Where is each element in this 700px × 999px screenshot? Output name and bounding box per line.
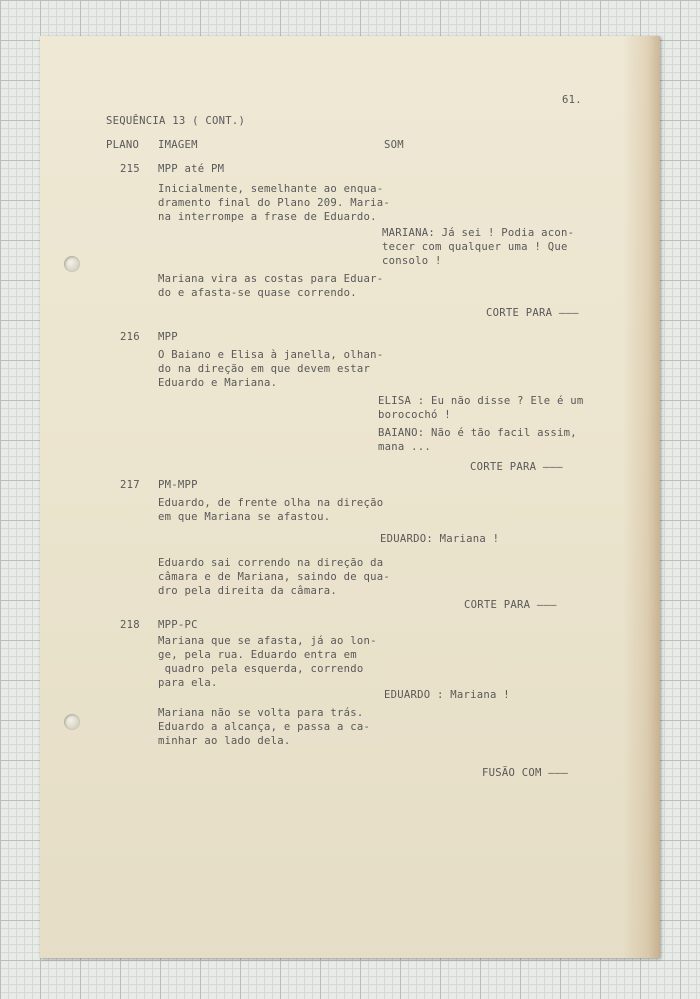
action-line: em que Mariana se afastou. (158, 511, 331, 523)
shot-framing: PM-MPP (158, 479, 198, 491)
action-line: ge, pela rua. Eduardo entra em (158, 649, 357, 661)
shot-number: 216 (120, 331, 140, 343)
dialogue-line: mana ... (378, 441, 432, 453)
page-number: 61. (562, 94, 582, 106)
shot-number: 217 (120, 479, 140, 491)
dialogue-line: EDUARDO: Mariana ! (380, 533, 500, 545)
shot-number: 215 (120, 163, 140, 175)
action-line: minhar ao lado dela. (158, 735, 291, 747)
transition: CORTE PARA ——— (464, 599, 557, 611)
column-header-plano: PLANO (106, 139, 140, 151)
column-header-som: SOM (384, 139, 404, 151)
action-line: Eduardo a alcança, e passa a ca- (158, 721, 371, 733)
action-line: Inicialmente, semelhante ao enqua- (158, 183, 384, 195)
dialogue-line: tecer com qualquer uma ! Que (382, 241, 568, 253)
column-header-imagem: IMAGEM (158, 139, 198, 151)
action-line: câmara e de Mariana, saindo de qua- (158, 571, 390, 583)
action-line: quadro pela esquerda, correndo (158, 663, 364, 675)
dialogue-line: consolo ! (382, 255, 442, 267)
dialogue-line: EDUARDO : Mariana ! (384, 689, 510, 701)
punch-hole-bottom (64, 714, 80, 730)
action-line: na interrompe a frase de Eduardo. (158, 211, 377, 223)
action-line: para ela. (158, 677, 218, 689)
sequence-heading: SEQUÊNCIA 13 ( CONT.) (106, 115, 246, 127)
action-line: do na direção em que devem estar (158, 363, 371, 375)
action-line: O Baiano e Elisa à janella, olhan- (158, 349, 384, 361)
action-line: dro pela direita da câmara. (158, 585, 337, 597)
transition: FUSÃO COM ——— (482, 767, 569, 779)
punch-hole-top (64, 256, 80, 272)
shot-framing: MPP até PM (158, 163, 225, 175)
action-line: Eduardo, de frente olha na direção (158, 497, 384, 509)
dialogue-line: borocochó ! (378, 409, 451, 421)
action-line: Mariana que se afasta, já ao lon- (158, 635, 377, 647)
action-line: Eduardo e Mariana. (158, 377, 278, 389)
dialogue-line: BAIANO: Não é tão facil assim, (378, 427, 577, 439)
dialogue-line: MARIANA: Já sei ! Podia acon- (382, 227, 575, 239)
transition: CORTE PARA ——— (486, 307, 579, 319)
dialogue-line: ELISA : Eu não disse ? Ele é um (378, 395, 584, 407)
shot-framing: MPP (158, 331, 178, 343)
action-line: dramento final do Plano 209. Maria- (158, 197, 390, 209)
shot-framing: MPP-PC (158, 619, 198, 631)
action-line: Eduardo sai correndo na direção da (158, 557, 384, 569)
shot-number: 218 (120, 619, 140, 631)
action-line: Mariana vira as costas para Eduar- (158, 273, 384, 285)
transition: CORTE PARA ——— (470, 461, 563, 473)
script-page (40, 36, 660, 958)
action-line: Mariana não se volta para trás. (158, 707, 364, 719)
action-line: do e afasta-se quase correndo. (158, 287, 357, 299)
